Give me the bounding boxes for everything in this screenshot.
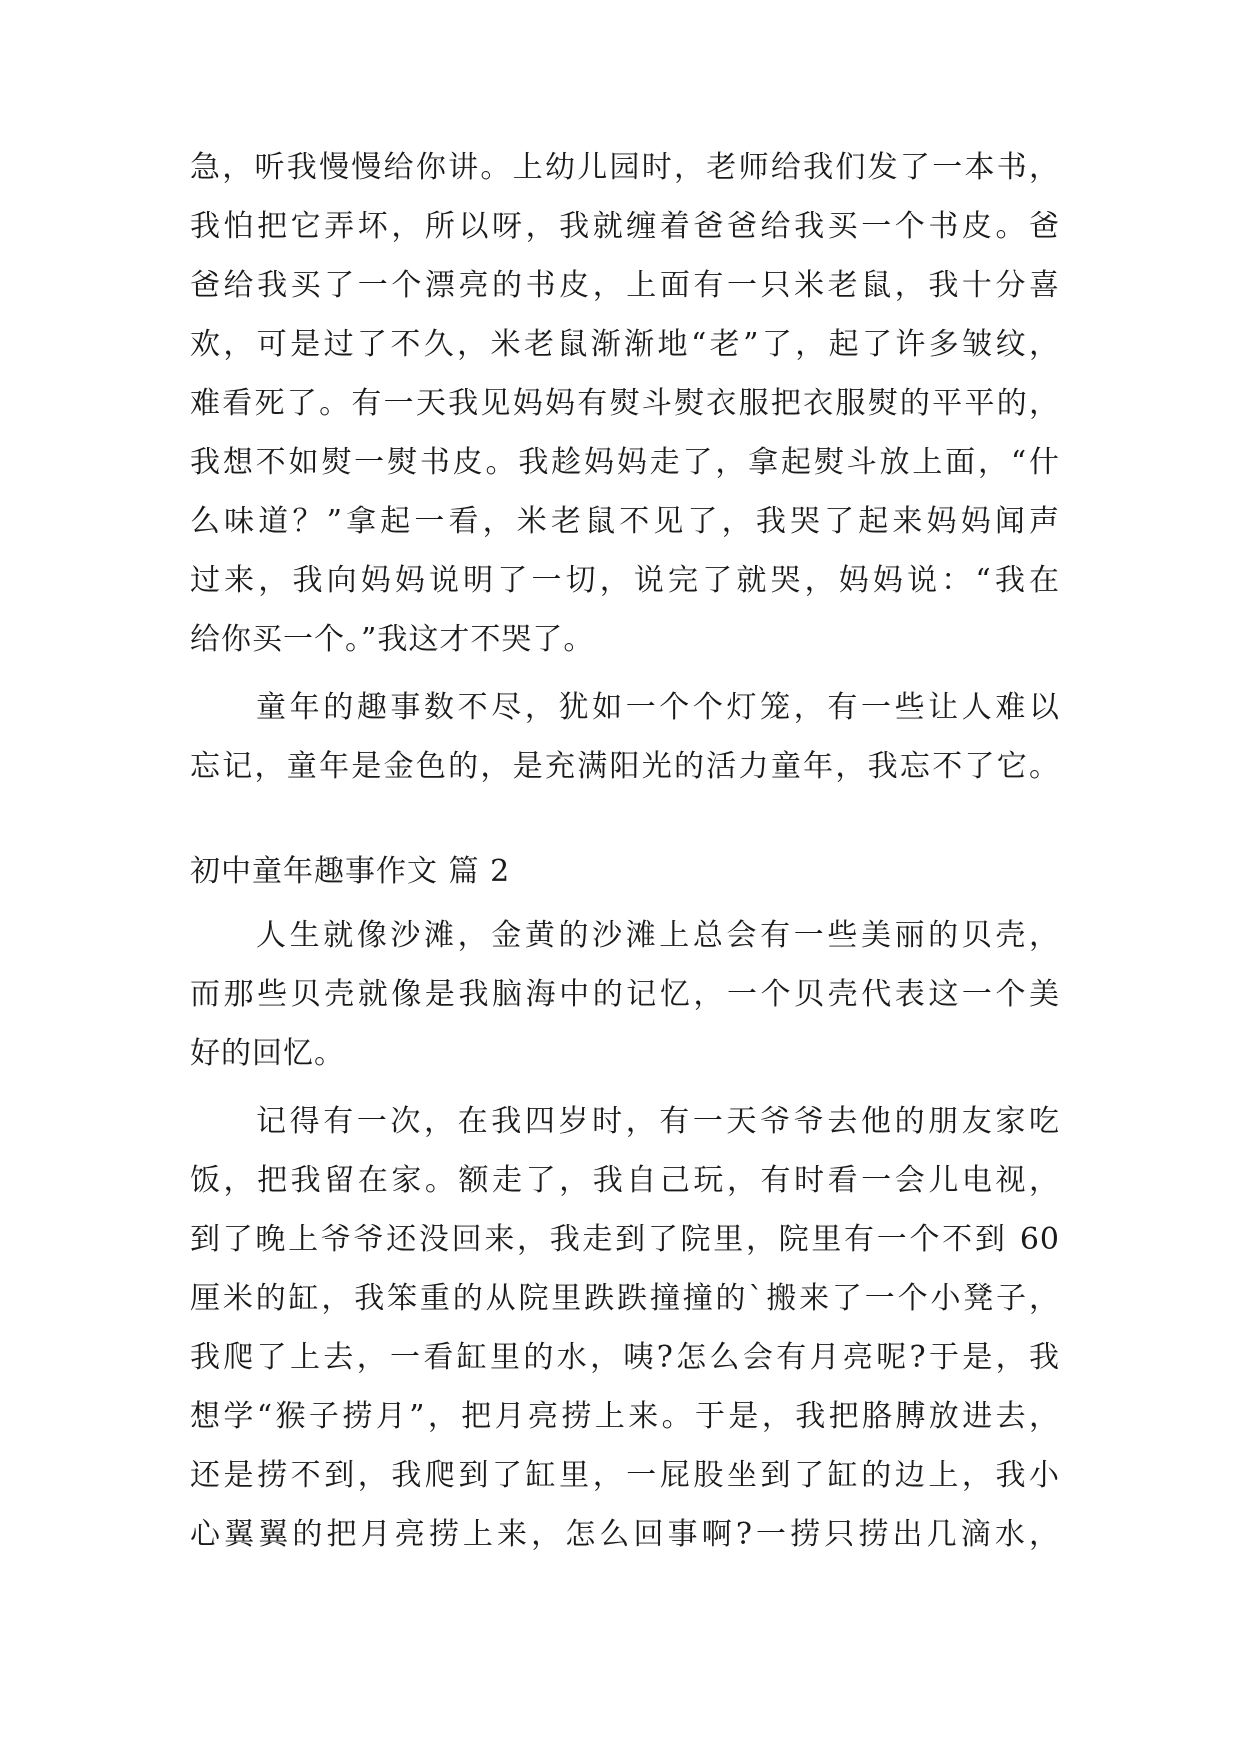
paragraph-line: 爸给我买了一个漂亮的书皮，上面有一只米老鼠，我十分喜 — [190, 268, 1060, 303]
paragraph-line: 人生就像沙滩，金黄的沙滩上总会有一些美丽的贝壳， — [256, 918, 1060, 953]
paragraph-line: 而那些贝壳就像是我脑海中的记忆，一个贝壳代表这一个美 — [190, 977, 1060, 1012]
paragraph-line: 还是捞不到，我爬到了缸里，一屁股坐到了缸的边上，我小 — [190, 1458, 1060, 1493]
paragraph-line: 我爬了上去，一看缸里的水，咦?怎么会有月亮呢?于是，我 — [190, 1340, 1060, 1375]
paragraph-line: 急，听我慢慢给你讲。上幼儿园时，老师给我们发了一本书， — [190, 150, 1060, 185]
paragraph-line: 我想不如熨一熨书皮。我趁妈妈走了，拿起熨斗放上面，“什 — [190, 445, 1060, 480]
paragraph-line: 想学“猴子捞月”，把月亮捞上来。于是，我把胳膊放进去， — [190, 1399, 1060, 1434]
paragraph-line: 记得有一次，在我四岁时，有一天爷爷去他的朋友家吃 — [256, 1104, 1060, 1139]
paragraph-line: 到了晚上爷爷还没回来，我走到了院里，院里有一个不到 60 — [190, 1222, 1060, 1257]
paragraph-line: 难看死了。有一天我见妈妈有熨斗熨衣服把衣服熨的平平的， — [190, 386, 1060, 421]
paragraph-line: 厘米的缸，我笨重的从院里跌跌撞撞的`搬来了一个小凳子， — [190, 1281, 1060, 1316]
paragraph-line: 我怕把它弄坏，所以呀，我就缠着爸爸给我买一个书皮。爸 — [190, 209, 1060, 244]
paragraph-line: 忘记，童年是金色的，是充满阳光的活力童年，我忘不了它。 — [190, 749, 1060, 784]
paragraph-line: 么味道？”拿起一看，米老鼠不见了，我哭了起来妈妈闻声 — [190, 504, 1060, 539]
paragraph-line: 童年的趣事数不尽，犹如一个个灯笼，有一些让人难以 — [256, 690, 1060, 725]
paragraph-line: 过来，我向妈妈说明了一切，说完了就哭，妈妈说：“我在 — [190, 563, 1060, 598]
paragraph-line: 好的回忆。 — [190, 1036, 345, 1071]
paragraph-line: 欢，可是过了不久，米老鼠渐渐地“老”了，起了许多皱纹， — [190, 327, 1060, 362]
paragraph-line: 给你买一个。”我这才不哭了。 — [190, 622, 595, 657]
paragraph-line: 心翼翼的把月亮捞上来，怎么回事啊?一捞只捞出几滴水， — [190, 1517, 1060, 1552]
paragraph-line: 饭，把我留在家。额走了，我自己玩，有时看一会儿电视， — [190, 1163, 1060, 1198]
section-heading: 初中童年趣事作文 篇 2 — [190, 854, 511, 889]
